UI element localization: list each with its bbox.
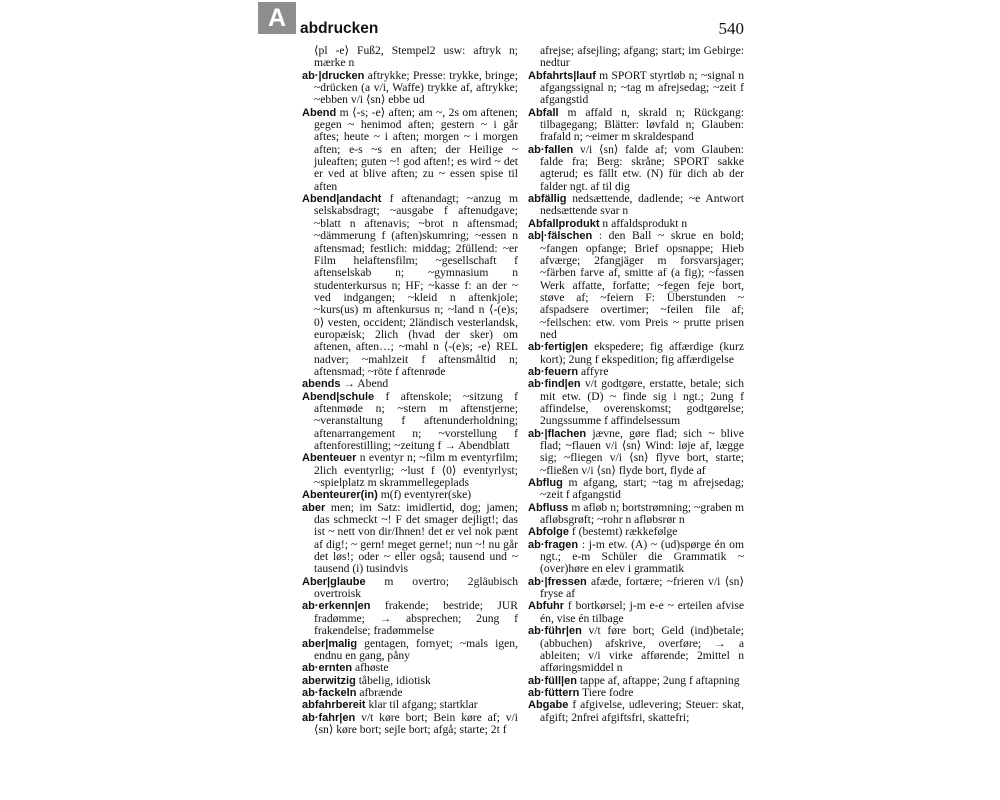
entry-definition: f afgivelse, udlevering; Steuer: skat, afgift; 2nfrei afgiftsfri, skattefri; (540, 698, 744, 724)
entry-headword: Abflug (528, 477, 563, 490)
entry-headword: ab·führ|en (528, 625, 582, 638)
entry-definition: v/t godtgøre, erstatte, betale; sich mit etw. (D) ~ finde sig i ngt.; 2ung f affindelse, overenskomst; godtgørelse; 2ungssumme f affindelsessum (540, 377, 744, 428)
dictionary-entry (302, 502, 518, 576)
dictionary-entry (528, 378, 744, 427)
dictionary-entry (528, 70, 744, 107)
entry-definition: frakende; bestride; JUR fradømme; → absprechen; 2ung f frakendelse; fradømmelse (314, 599, 519, 638)
dictionary-entry (528, 502, 744, 527)
entry-headword: Aber|glaube (302, 575, 366, 588)
entry-headword: Abenteurer(in) (302, 489, 378, 502)
entry-definition: tappe af, aftappe; 2ung f aftapning (579, 673, 740, 687)
entry-headword: Abend|schule (302, 390, 375, 403)
entry-definition: m affald n, skrald n; Rückgang: tilbagegang; Blätter: løvfald n; Glauben: frafald n; ~eimer m skraldespand (540, 105, 744, 144)
entry-definition: f aftenandagt; ~anzug m selskabsdragt; ~ausgabe f aftenudgave; ~blatt n aftenavis; ~brot n aftensmad; ~dämmerung f (aften)skumring; ~essen n aftensmad; festlich: middag; 2füllend: ~er Film helaftensfilm; ~gesellschaft f aftenselskab n; ~gymnasium n studenterkursus n; HF; ~kasse f: an der ~ ved indgangen; ~kleid n aftenkjole; ~kurs(us) m aftenkursus n; ~land n ⟨-(e)s; 0⟩ vesten, occident; 2ländisch vesterlandsk, europæisk; 2lich (hvad der sker) om aftenen, aften…; ~mahl n ⟨-(e)s; -e⟩ REL nadver; ~mahlzeit f aftensmåltid n; aftensmad; ~röte f aftenrøde (314, 192, 518, 378)
entry-definition: m overtro; 2gläubisch overtroisk (314, 574, 519, 601)
entry-definition: klar til afgang; startklar (368, 698, 478, 712)
dictionary-entry (528, 699, 744, 724)
entry-definition: nedsættende, dadlende; ~e Antwort nedsættende svar n (540, 192, 744, 218)
dictionary-entry (302, 675, 518, 687)
entry-headword: ab·ernten (302, 662, 353, 675)
dictionary-entry (528, 428, 744, 477)
entry-definition: m ⟨-s; -e⟩ aften; am ~, 2s om aftenen; gegen ~ henimod aften; gestern ~ i går aftes; heute ~ i aften; morgen ~ i morgen aften; e-s ~s en aften; der Heilige ~ juleaften; guten ~! god aften!; es wird ~ det er ved at blive aften; zu ~ essen spise til aften (314, 105, 518, 193)
entry-definition: n affaldsprodukt n (602, 216, 688, 230)
entry-definition: m(f) eventyrer(ske) (380, 488, 472, 502)
dictionary-page (258, 0, 744, 800)
entry-definition: : j-m etw. (A) ~ (ud)spørge én om ngt.; e-m Schüler die Grammatik ~ (over)høre en elev i grammatik (540, 537, 744, 576)
entry-headword: abends (302, 378, 341, 391)
entry-headword: aberwitzig (302, 674, 356, 687)
entry-headword: Abfahrts|lauf (528, 69, 596, 82)
entry-definition: n eventyr n; ~film m eventyrfilm; 2lich eventyrlig; ~lust f ⟨0⟩ eventyrlyst; ~spielplatz m skrammellegeplads (314, 451, 518, 490)
right-column (528, 45, 744, 724)
dictionary-entry (528, 675, 744, 687)
entry-headword: Abenteuer (302, 452, 357, 465)
entry-headword: ab·|fressen (528, 575, 587, 588)
entry-definition: ⟨pl -e⟩ Fuß2, Stempel2 usw: aftryk n; mærke n (314, 44, 518, 70)
entry-headword: ab·fahr|en (302, 711, 356, 724)
entry-definition: → Abend (343, 377, 389, 391)
entry-definition: : den Ball ~ skrue en bold; ~fangen opfange; Brief opsnappe; Hieb afværge; 2fangjäger m forsvarsjager; ~färben farve af, smitte af (a fig); ~fassen Werk affatte, forfatte; ~fegen feje bort, støve af; ~feiern F: Überstunden ~ afspadsere overtimer; ~feilen file af; ~feilschen: etw. vom Preis ~ prutte prisen ned (540, 229, 744, 341)
entry-headword: abfällig (528, 193, 567, 206)
entry-definition: afæde, fortære; ~frieren v/i ⟨sn⟩ fryse af (540, 574, 744, 601)
dictionary-entry (302, 576, 518, 601)
entry-definition: m afgang, start; ~tag m afrejsedag; ~zeit f afgangstid (540, 476, 744, 502)
entry-headword: ab·erkenn|en (302, 600, 371, 613)
entry-headword: Abend|andacht (302, 193, 382, 206)
dictionary-entry (528, 107, 744, 144)
entry-headword: aber (302, 501, 326, 514)
left-column (302, 45, 518, 736)
entry-headword: ab·find|en (528, 378, 581, 391)
entry-headword: Abgabe (528, 699, 569, 712)
entry-headword: abfahrbereit (302, 699, 366, 712)
entry-definition: affyre (581, 364, 609, 378)
entry-headword: ab|·fälschen (528, 230, 593, 243)
entry-definition: afbrænde (359, 685, 403, 699)
dictionary-entry (528, 144, 744, 193)
entry-headword: ab·feuern (528, 365, 579, 378)
entry-definition: m afløb n; bortstrømning; ~graben m afløbsgrøft; ~rohr n afløbsrør n (540, 500, 744, 527)
dictionary-entry (302, 107, 518, 193)
entry-headword: ab·füttern (528, 686, 580, 699)
entry-definition: v/i ⟨sn⟩ falde af; vom Glauben: falde fra; Berg: skråne; SPORT sakke agterud; es fällt etw. (N) für dich ab der falder ngt. af til dig (540, 142, 744, 193)
entry-headword: Abfallprodukt (528, 217, 600, 230)
dictionary-entry (528, 576, 744, 601)
entry-definition: aftrykke; Presse: trykke, bringe; ~drücken (a v/i, Waffe) trykke af, aftrykke; ~ebben v/i ⟨sn⟩ ebbe ud (314, 68, 518, 107)
entry-headword: aber|malig (302, 637, 358, 650)
dictionary-entry (528, 477, 744, 502)
entry-headword: Abfolge (528, 526, 569, 539)
entry-headword: ab·fackeln (302, 686, 357, 699)
entry-definition: afrejse; afsejling; afgang; start; im Gebirge: nedtur (540, 44, 744, 70)
entry-definition: jævne, gøre flad; sich ~ blive flad; ~flauen v/i ⟨sn⟩ Wind: løje af, lægge sig; ~fliegen v/i ⟨sn⟩ flyve bort, starte; ~fließen v/i ⟨sn⟩ flyde bort, flyde af (540, 426, 744, 477)
entry-headword: ab·füll|en (528, 674, 577, 687)
entry-definition: Tiere fodre (582, 685, 634, 699)
entry-headword: Abfluss (528, 501, 569, 514)
entry-headword: Abfall (528, 106, 559, 119)
letter-tab: A (258, 2, 296, 34)
dictionary-entry (302, 45, 518, 70)
dictionary-entry (528, 341, 744, 366)
dictionary-entry (302, 70, 518, 107)
dictionary-entry (528, 230, 744, 341)
dictionary-entry (302, 712, 518, 737)
entry-headword: ab·fragen (528, 538, 579, 551)
dictionary-entry (528, 600, 744, 625)
entry-headword: ab·fertig|en (528, 341, 588, 354)
dictionary-entry (302, 391, 518, 453)
entry-definition: f bortkørsel; j-m e-e ~ erteilen afvise én, vise én tilbage (540, 599, 744, 625)
entry-definition: ekspedere; fig affærdige (kurz kort); 2ung f ekspedition; fig affærdigelse (540, 340, 744, 366)
entry-definition: v/t føre bort; Geld (ind)betale; (abbuchen) afskrive, overføre; → a ableiten; v/i virke afførende; 2mittel n afføringsmiddel n (540, 624, 744, 675)
entry-definition: f (bestemt) rækkefølge (571, 525, 678, 539)
entry-definition: afhøste (355, 661, 389, 675)
entry-definition: f aftenskole; ~sitzung f aftenmøde n; ~stern m aftenstjerne; ~veranstaltung f aftenunderholdning; aftenarrangement n; ~vorstellung f aftenforestilling; ~zeitung f → Abendblatt (314, 389, 518, 452)
dictionary-entry (528, 539, 744, 576)
entry-definition: v/t køre bort; Bein køre af; v/i ⟨sn⟩ køre bort; sejle bort; afgå; starte; 2t f (314, 710, 518, 736)
entry-headword: ab·|drucken (302, 69, 365, 82)
dictionary-entry (528, 193, 744, 218)
entry-headword: ab·|flachen (528, 427, 587, 440)
guide-word: abdrucken (300, 20, 379, 37)
page-number: 540 (718, 19, 744, 38)
dictionary-entry (302, 600, 518, 637)
entry-definition: m SPORT styrtløb n; ~signal n afgangssignal n; ~tag m afrejsedag; ~zeit f afgangstid (540, 68, 744, 107)
dictionary-entry (302, 193, 518, 378)
dictionary-entry (528, 45, 744, 70)
entry-headword: Abend (302, 106, 337, 119)
entry-definition: men; im Satz: imidlertid, dog; jamen; das schmeckt ~! F det smager dejligt!; das ist ~ nett von dir/Ihnen! det er vel nok pænt af dig!; ~ gern! meget gerne!; nun ~! nu går det løs!; oder ~ eller også; tausend und ~ tausend (i) tusindvis (314, 500, 518, 576)
dictionary-entry (302, 452, 518, 489)
dictionary-entry (302, 638, 518, 663)
dictionary-entry (528, 625, 744, 674)
entry-headword: ab·fallen (528, 143, 574, 156)
entry-definition: tåbelig, idiotisk (358, 673, 431, 687)
entry-headword: Abfuhr (528, 600, 565, 613)
entry-definition: gentagen, fornyet; ~mals igen, endnu en gang, påny (314, 636, 518, 662)
